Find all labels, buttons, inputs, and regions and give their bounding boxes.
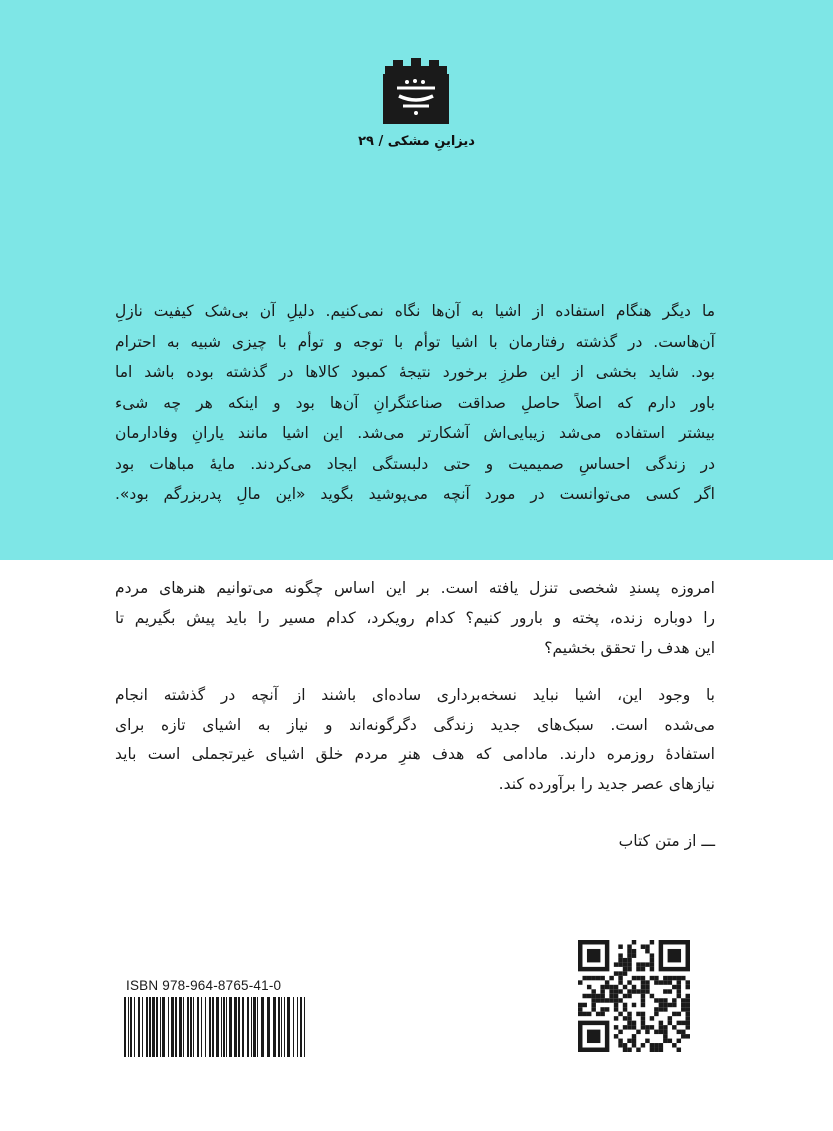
body-line: را دوباره زنده، پخته و بارور کنیم؟ کدام رویکرد، کدام مسیر را باید پیش بگیریم تا	[115, 609, 715, 627]
intro-line: بیشتر استفاده می‌شد زیبایی‌اش آشکارتر می‌شد. این اشیا مانند یارانِ وفادارمان	[115, 424, 715, 442]
intro-line: در زندگی احساسِ صمیمیت و حتی دلبستگی ایجاد می‌کردند. مایهٔ مباهات بود	[115, 454, 715, 473]
publisher-logo-icon	[381, 58, 451, 124]
body-line: امروزه پسندِ شخصی تنزل یافته است. بر این اساس چگونه می‌توانیم هنرهای مردم	[115, 579, 715, 597]
intro-line: اگر کسی می‌توانست در مورد آنچه می‌پوشید بگوید «این مالِ پدربزرگم بود».	[115, 485, 715, 503]
body-line: این هدف را تحقق بخشیم؟	[544, 639, 715, 657]
intro-line: باور دارم که اصلاً حاصلِ صداقت صناعتگرانِ آن‌ها بود و اینکه هر چه شیء	[115, 393, 715, 412]
isbn-text: ISBN 978-964-8765-41-0	[126, 978, 282, 993]
body-paragraph-2	[115, 681, 715, 799]
source-attribution: ـــ از متن کتاب	[618, 832, 715, 850]
body-line: نیازهای عصر جدید را برآورده کند.	[498, 774, 715, 793]
qr-code-icon	[578, 940, 690, 1052]
intro-line: بود. شاید بخشی از این طرزِ برخورد نتیجهٔ کمبود کالاها در گذشته بوده باشد اما	[115, 363, 715, 381]
barcode-icon	[124, 997, 308, 1057]
intro-paragraph	[115, 296, 715, 510]
body-line: استفادهٔ روزمره دارند. مادامی که هدف هنرِ مردم خلق اشیای غیرتجملی است باید	[115, 745, 715, 763]
intro-line: آن‌هاست. در گذشته رفتارمان با اشیا توأم با توجه و توأم با چیزی شبیه به احترام	[115, 332, 715, 351]
body-line: می‌شده است. سبک‌های جدید زندگی دگرگونه‌اند و نیاز به اشیای تازه برای	[115, 715, 715, 734]
intro-line: ما دیگر هنگام استفاده از اشیا به آن‌ها نگاه نمی‌کنیم. دلیلِ آن بی‌شک کیفیت نازلِ	[115, 302, 715, 320]
series-label: دیزاینِ مشکی / ۲۹	[358, 134, 475, 149]
body-paragraph-1	[115, 573, 715, 663]
body-line: با وجود این، اشیا نباید نسخه‌برداری ساده‌ای باشند از آنچه در گذشته انجام	[115, 686, 715, 704]
